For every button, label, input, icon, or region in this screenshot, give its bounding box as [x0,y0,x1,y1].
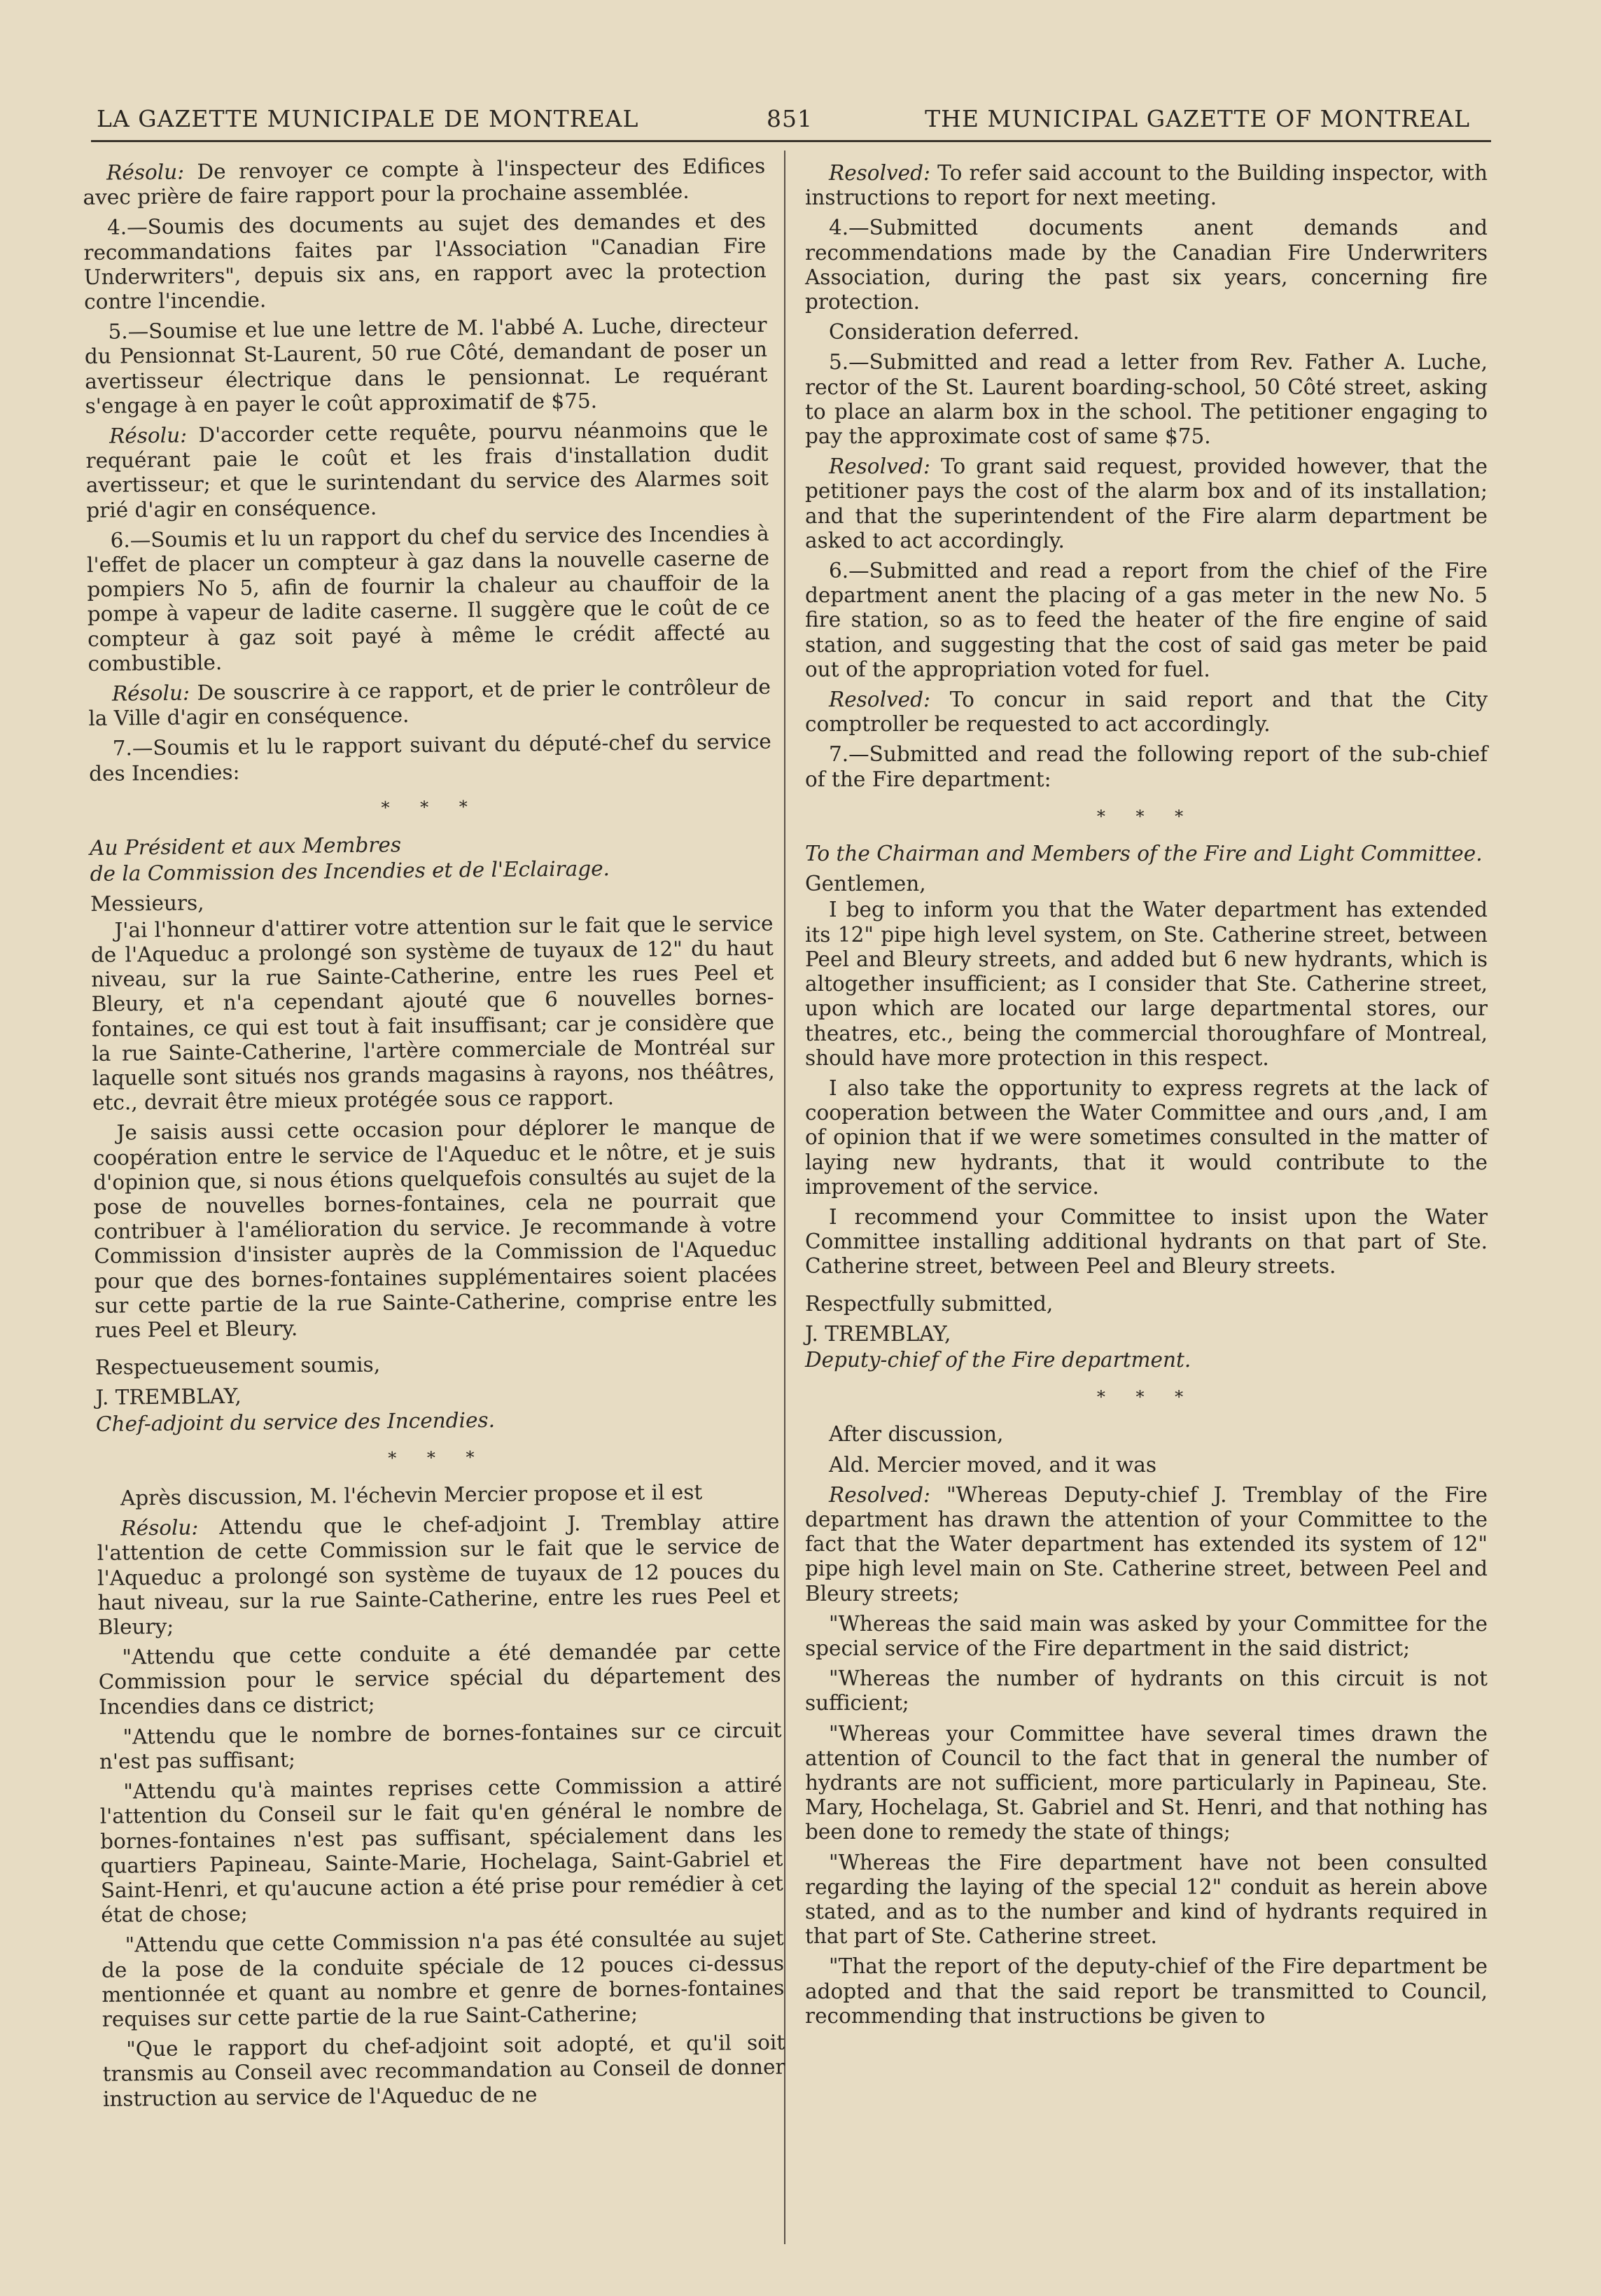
paragraph [805,1851,1488,1949]
paragraph-text: "That the report of the deputy-chief of the Fire department be adopted and that the said report be transmitted to Council, recommending that instructions be given to [805,1954,1488,2028]
letter-signature: J. TREMBLAY, [95,1384,242,1410]
resolution-lead: Résolu: [111,681,190,706]
paragraph-text: 7.—Soumis et lu le rapport suivant du député-chef du service des Incendies: [88,730,771,786]
paragraph [805,1453,1488,1477]
resolution-lead: Resolved: [829,454,930,479]
letter-salutation: Gentlemen, [805,872,926,896]
column-divider [784,151,785,2244]
paragraph [805,350,1488,449]
paragraph-text: "Attendu que cette conduite a été demandée par cette Commission pour le service spécial du département des Incendies dans ce district; [98,1638,781,1719]
letter-paragraph [90,911,775,1115]
paragraph-text: "Que le rapport du chef-adjoint soit adopté, et qu'il soit transmis au Conseil avec recommandation au Conseil de donner instruction au service de l'Aqueduc de ne [102,2030,785,2111]
paragraph [89,730,772,786]
paragraph [85,417,769,523]
letter-paragraph [805,1205,1488,1279]
paragraph [805,454,1488,553]
paragraph-text: "Whereas your Committee have several times drawn the attention of Council to the fact that in general the number of hydrants are not sufficient, more particularly in Papineau, Ste. Mary, Hochelaga, St. Gabriel and St. Henri, and that nothing has been done to remedy the state of things; [805,1721,1488,1844]
french-column [83,154,785,2117]
paragraph [99,1773,783,1928]
paragraph-text: "Attendu que cette Commission n'a pas été consultée au sujet de la pose de la conduite spéciale de 12 pouces ci-dessus mentionnée et quant au nombre et genre de bornes-fontaines requises sur cette partie de la rue Saint-Catherine; [101,1926,785,2031]
letter-closing: Respectueusement soumis, [95,1352,381,1380]
english-column [805,161,1488,2034]
letter-salutation: Messieurs, [90,891,204,917]
paragraph [805,742,1488,791]
paragraph [805,559,1488,682]
section-separator: * * * [1096,1387,1196,1407]
paragraph-text: 5.—Submitted and read a letter from Rev. Father A. Luche, rector of the St. Laurent boarding-school, 50 Côté street, asking to place an alarm box in the school. The petitioner engaging to pay the approximate cost of same $75. [805,350,1488,449]
paragraph-text: 5.—Soumise et lue une lettre de M. l'abbé A. Luche, directeur du Pensionnat St-Laurent, 50 rue Côté, demandant de poser un avertisseur électrique dans le pensionnat. Le requérant s'engage à en payer le coût approximatif de $75. [84,312,768,418]
paragraph-text: To concur in said report and that the City comptroller be requested to act accordingly. [805,688,1488,737]
paragraph-text: Attendu que le chef-adjoint J. Tremblay attire l'attention de cette Commission sur le fait que le service de l'Aqueduc a prolongé son système de tuyaux de 12 pouces du haut niveau, sur la rue Sainte-Catherine, entre les rues Peel et Bleury; [97,1509,781,1639]
page-header [91,98,1491,142]
letter-signature: J. TREMBLAY, [805,1321,951,1346]
paragraph [97,1510,781,1640]
resolution-lead: Resolved: [829,161,930,185]
letter-address-line-1: Au Président et aux Membres [90,833,402,861]
paragraph [805,1612,1488,1661]
french-letter-body [90,911,777,1343]
paragraph [97,1480,779,1511]
english-letter-body [805,898,1488,1279]
letter-address: To the Chairman and Members of the Fire and Light Committee. [805,842,1483,866]
resolution-lead: Résolu: [120,1515,199,1540]
paragraph [805,216,1488,314]
paragraph-text: Ald. Mercier moved, and it was [829,1452,1157,1477]
letter-address-line-2: de la Commission des Incendies et de l'Eclairage. [90,856,610,886]
paragraph [805,1483,1488,1606]
paragraph [98,1638,781,1720]
paragraph [83,154,766,211]
resolution-lead: Résolu: [106,160,185,185]
paragraph [805,1422,1488,1447]
paragraph [102,2031,785,2112]
paragraph-text: To refer said account to the Building inspector, with instructions to report for next meeting. [805,161,1488,210]
english-resolution [805,1422,1488,2029]
paragraph-text: 4.—Soumis des documents au sujet des demandes et des recommandations faites par l'Association "Canadian Fire Underwriters", depuis six ans, en rapport avec la protection contre l'incendie. [83,209,767,314]
letter-paragraph [805,898,1488,1070]
resolution-lead: Resolved: [829,688,930,712]
paragraph-text: 4.—Submitted documents anent demands and recommendations made by the Canadian Fire Underwriters Association, during the past six years, concerning fire protection. [805,216,1488,314]
paragraph-text: Consideration deferred. [829,320,1080,345]
header-french-title: LA GAZETTE MUNICIPALE DE MONTREAL [97,105,639,132]
paragraph-text: D'accorder cette requête, pourvu néanmoins que le requérant paie le coût et les frais d'installation dudit avertisseur; et que le surintendant du service des Alarmes soit prié d'agir en conséquence. [85,417,769,522]
paragraph-text: "Whereas the Fire department have not been consulted regarding the laying of the special 12" conduit as herein above stated, and as to the number and kind of hydrants required in that part of Ste. Catherine street. [805,1850,1488,1949]
paragraph-text: 7.—Submitted and read the following report of the sub-chief of the Fire department: [805,742,1488,791]
paragraph-text: 6.—Submitted and read a report from the chief of the Fire department anent the placing of a gas meter in the new No. 5 fire station, so as to feed the heater of the fire engine of said station, and suggesting that the cost of said gas meter be paid out of the appropriation voted for fuel. [805,559,1488,681]
paragraph-text: "Whereas the number of hydrants on this circuit is not sufficient; [805,1667,1488,1716]
section-separator: * * * [381,796,480,818]
paragraph [86,522,770,676]
signatory-title: Chef-adjoint du service des Incendies. [95,1407,496,1436]
paragraph-text: After discussion, [829,1422,1004,1447]
letter-closing: Respectfully submitted, [805,1291,1054,1316]
paragraph-text: "Attendu qu'à maintes reprises cette Commission a attiré l'attention du Conseil sur le fait qu'en général le nombre de bornes-fontaines n'est pas suffisant, spécialement dans les quartiers Papineau, Sainte-Marie, Hochelaga, Saint-Gabriel et Saint-Henri, et qu'aucune action a été prise pour remédier à cet état de chose; [99,1772,783,1928]
resolution-lead: Resolved: [829,1482,930,1507]
paragraph-text: To grant said request, provided however, that the petitioner pays the cost of the alarm box and of its installation; and that the superintendent of the Fire alarm department be asked to act accordingly. [805,454,1488,552]
paragraph [102,1926,785,2032]
french-resolution [97,1480,785,2112]
paragraph-text: De souscrire à ce rapport, et de prier le contrôleur de la Ville d'agir en conséquence. [88,674,771,731]
paragraph-text: De renvoyer ce compte à l'inspecteur des Edifices avec prière de faire rapport pour la prochaine assemblée. [83,153,766,210]
letter-paragraph [92,1114,777,1343]
section-separator: * * * [1096,806,1196,826]
paragraph [805,1954,1488,2029]
page-number: 851 [767,105,813,132]
paragraph-text: "Whereas Deputy-chief J. Tremblay of the Fire department has drawn the attention of your Committee to the fact that the Water department has extended its system of 12" pipe high level main on Ste. Catherine street, between Peel and Bleury streets; [805,1482,1488,1606]
paragraph [99,1718,782,1774]
letter-paragraph [805,1076,1488,1199]
paragraph [805,161,1488,210]
paragraph [805,1722,1488,1845]
letter-paragraph-text: I beg to inform you that the Water department has extended its 12" pipe high level system, on Ste. Catherine street, between Peel and Bleury streets, and added but 6 new hydrants, which is altogether insufficient; as I consider that Ste. Catherine street, upon which are located our large departmental stores, our theatres, etc., being the commercial thoroughfare of Montreal, should have more protection in this respect. [805,898,1488,1070]
paragraph [805,688,1488,737]
paragraph [805,320,1488,345]
paragraph [88,675,771,732]
letter-paragraph-text: Je saisis aussi cette occasion pour déplorer le manque de coopération entre le service de l'Aqueduc et le nôtre, et je suis d'opinion que, si nous étions quelquefois consultés au sujet de la pose de nouvelles bornes-fontaines, cela ne pourrait que contribuer à l'amélioration du service. Je recommande à votre Commission d'insister auprès de la Commission de l'Aqueduc pour que des bornes-fontaines supplémentaires soient placées sur cette partie de la rue Sainte-Catherine, comprise entre les rues Peel et Bleury. [92,1114,778,1342]
english-minutes [805,161,1488,792]
paragraph-text: "Attendu que le nombre de bornes-fontaines sur ce circuit n'est pas suffisant; [99,1718,782,1774]
letter-paragraph-text: J'ai l'honneur d'attirer votre attention sur le fait que le service de l'Aqueduc a prolongé son système de tuyaux de 12" du haut niveau, sur la rue Sainte-Catherine, entre les rues Peel et Bleury, et n'a cependant ajouté que 6 nouvelles bornes-fontaines, ce qui est tout à fait insuffisant; car je considère que la rue Sainte-Catherine, l'artère commerciale de Montréal sur laquelle sont situés nos grands magasins à rayons, nos théâtres, etc., devrait être mieux protégée sous ce rapport. [90,911,775,1115]
header-english-title: THE MUNICIPAL GAZETTE OF MONTREAL [925,105,1470,132]
paragraph [84,313,767,419]
letter-paragraph-text: I recommend your Committee to insist upon the Water Committee installing additional hydrants on that part of Ste. Catherine street, between Peel and Bleury streets. [805,1204,1488,1279]
paragraph-text: Après discussion, M. l'échevin Mercier propose et il est [120,1480,703,1510]
section-separator: * * * [388,1447,487,1468]
paragraph-text: 6.—Soumis et lu un rapport du chef du service des Incendies à l'effet de placer un compteur à gaz dans la nouvelle caserne de pompiers No 5, afin de fournir la chaleur au chauffoir de la pompe à vapeur de ladite caserne. Il suggère que le coût de ce compteur à gaz soit payé à même le crédit affecté au combustible. [86,521,771,676]
french-minutes [83,154,771,786]
letter-paragraph-text: I also take the opportunity to express regrets at the lack of cooperation between the Water Committee and ours ,and, I am of opinion that if we were sometimes consulted in the matter of laying new hydrants, that it would contribute to the improvement of the service. [805,1076,1488,1199]
paragraph-text: "Whereas the said main was asked by your Committee for the special service of the Fire department in the said district; [805,1611,1488,1660]
signatory-title: Deputy-chief of the Fire department. [805,1347,1191,1372]
resolution-lead: Résolu: [109,423,188,448]
paragraph [805,1667,1488,1716]
paragraph [83,209,767,314]
